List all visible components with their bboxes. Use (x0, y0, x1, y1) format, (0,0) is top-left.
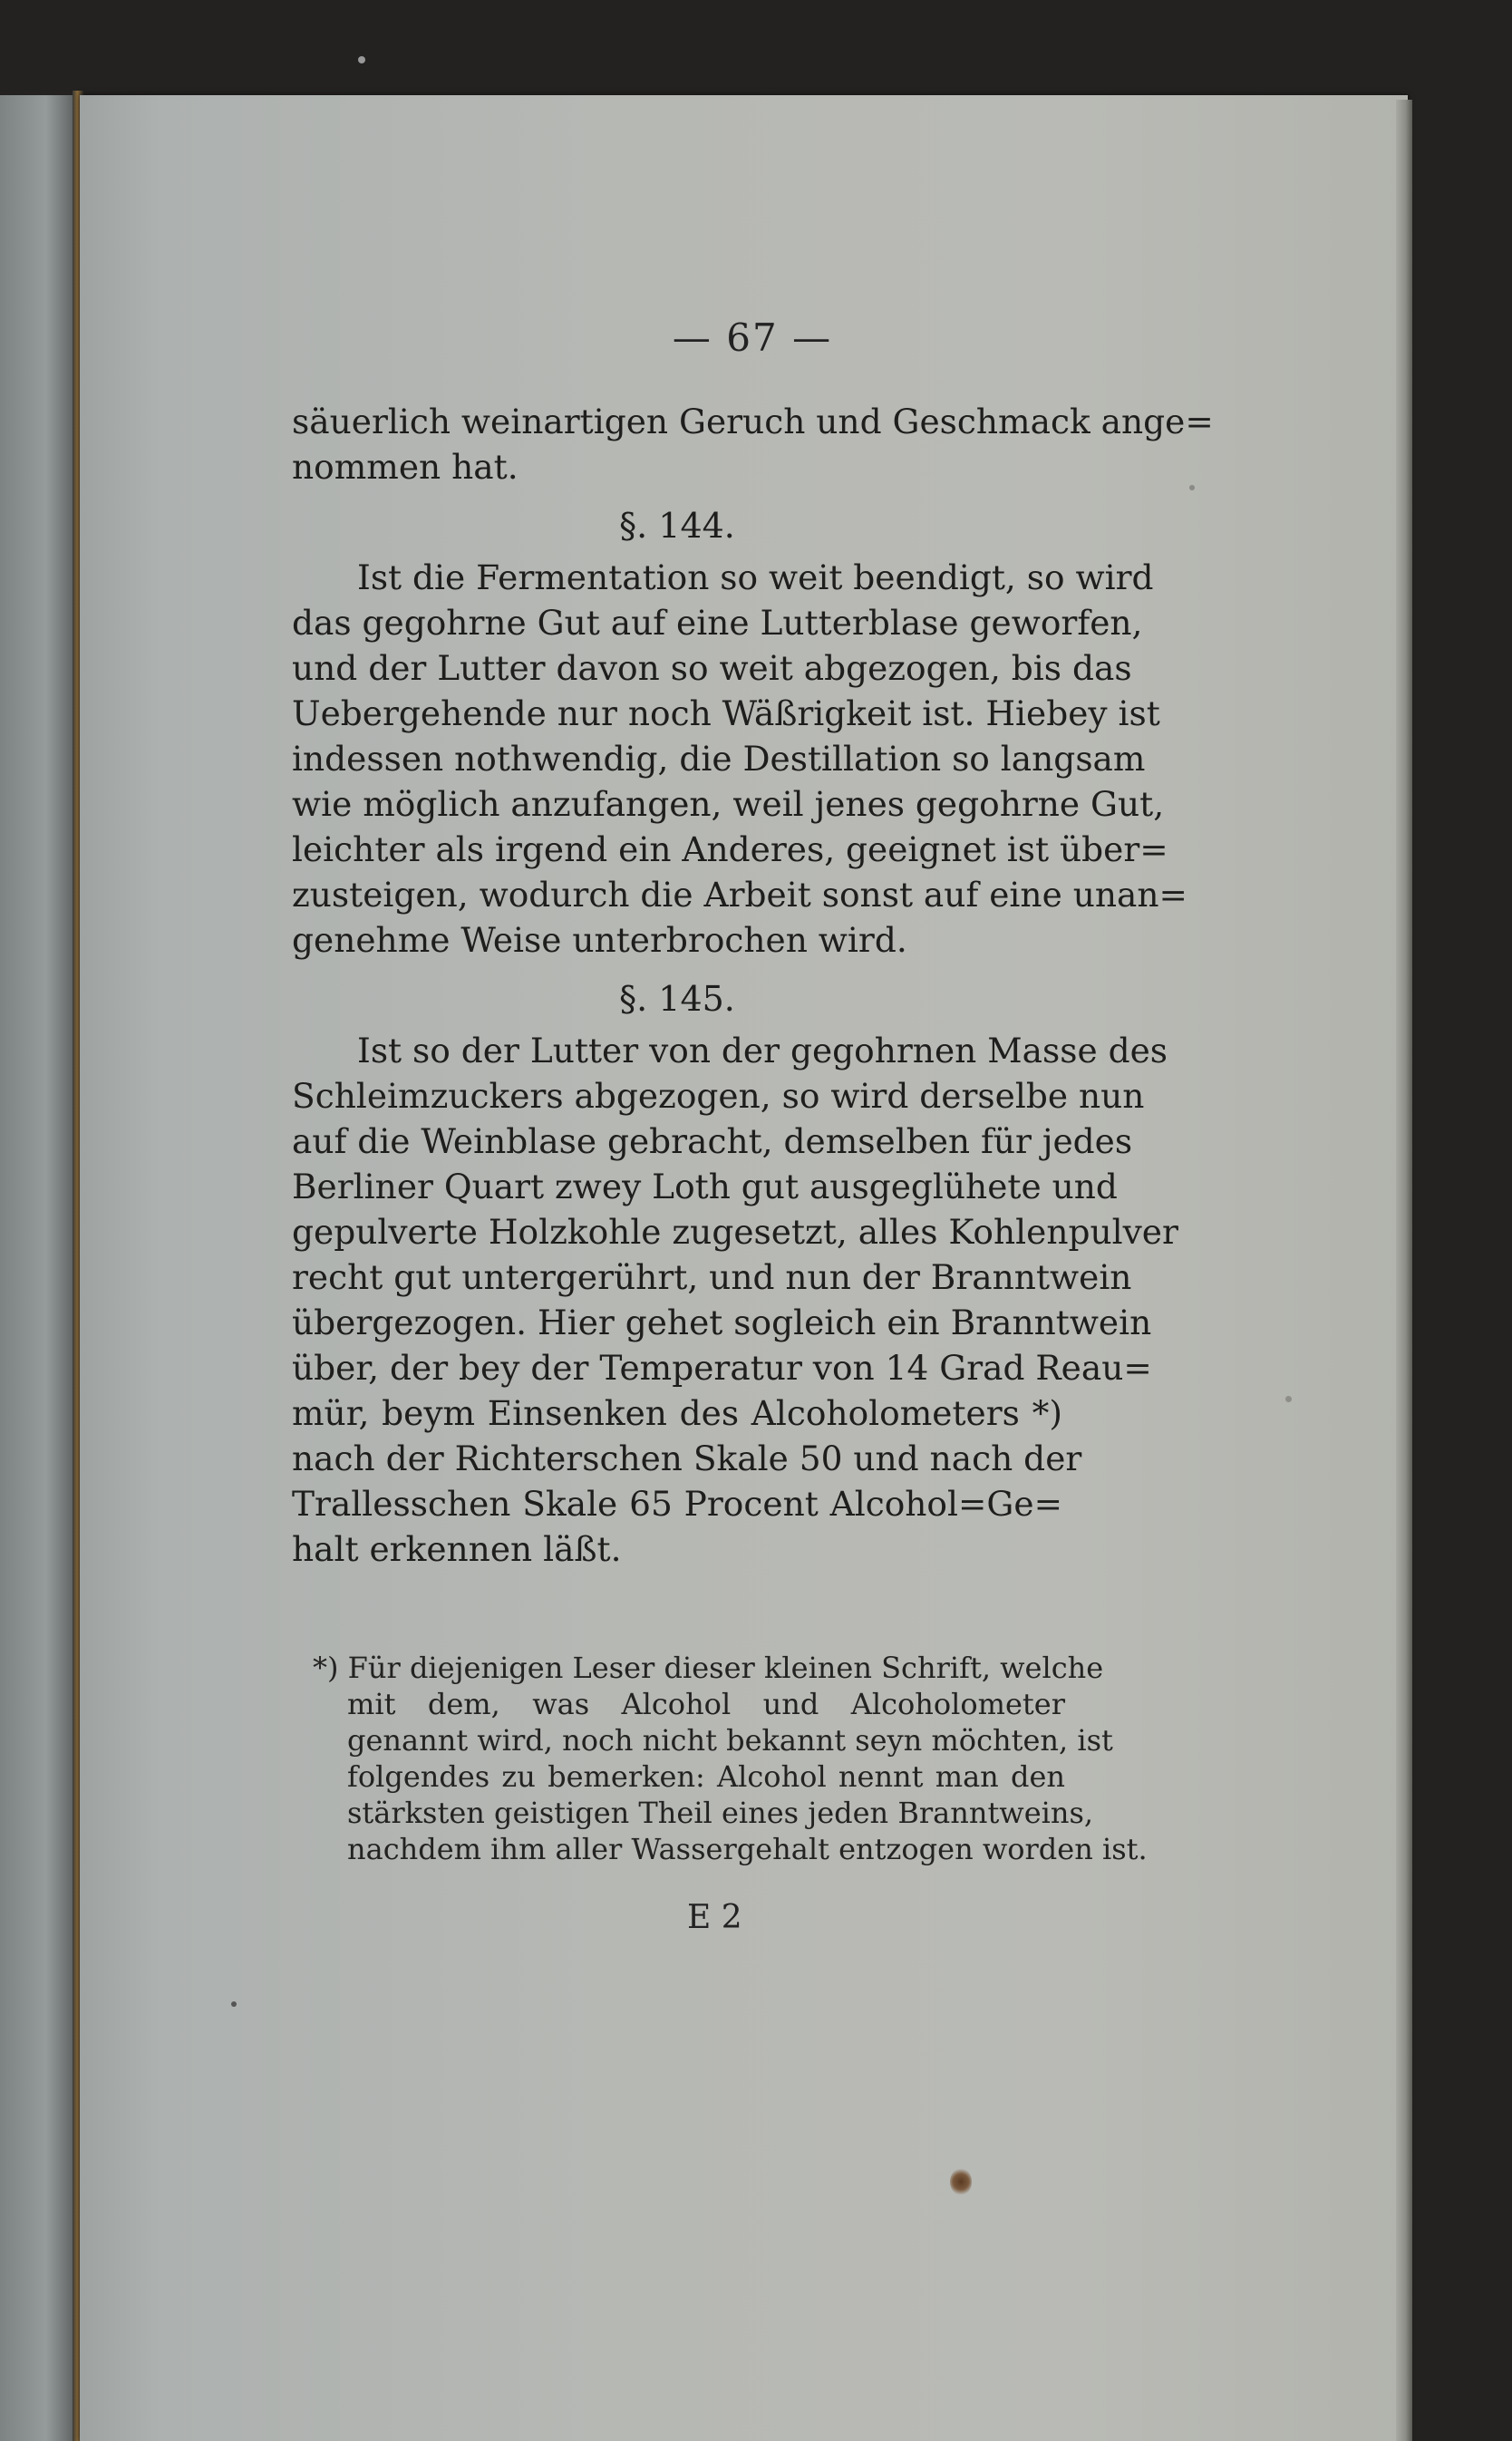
paper-speck (1189, 485, 1195, 490)
text-line: übergezogen. Hier gehet sogleich ein Branntwein (292, 1303, 1152, 1342)
text-line: mür, beym Einsenken des Alcoholometers *) (292, 1393, 1062, 1433)
text-line: über, der bey der Temperatur von 14 Grad Reau= (292, 1348, 1152, 1388)
text-line: und der Lutter davon so weit abgezogen, bis das (292, 648, 1132, 688)
footnote-line: mit dem, was Alcohol und Alcoholometer (347, 1687, 1065, 1721)
page-fore-edge (1396, 100, 1412, 2441)
footnote-line: nachdem ihm aller Wassergehalt entzogen worden ist. (347, 1832, 1148, 1866)
text-line: auf die Weinblase gebracht, demselben für jedes (292, 1121, 1133, 1161)
footnote-line: genannt wird, noch nicht bekannt seyn möchten, ist (347, 1723, 1113, 1758)
text-line: säuerlich weinartigen Geruch und Geschmack ange= (292, 402, 1214, 441)
text-line: Berliner Quart zwey Loth gut ausgeglühete und (292, 1167, 1118, 1206)
signature-mark: E 2 (687, 1899, 742, 1936)
text-line: das gegohrne Gut auf eine Lutterblase geworfen, (292, 603, 1143, 643)
paper-speck (231, 2001, 237, 2007)
text-line: Trallesschen Skale 65 Procent Alcohol=Ge= (292, 1484, 1062, 1524)
text-line: Uebergehende nur noch Wäßrigkeit ist. Hiebey ist (292, 693, 1160, 733)
paper-speck (358, 56, 365, 63)
text-line: gepulverte Holzkohle zugesetzt, alles Kohlenpulver (292, 1212, 1178, 1252)
section-heading-145: §. 145. (619, 979, 735, 1019)
page-number-header: — 67 — (672, 315, 833, 360)
text-line: indessen nothwendig, die Destillation so langsam (292, 739, 1146, 779)
text-line: Ist so der Lutter von der gegohrnen Masse des (357, 1031, 1168, 1070)
footnote-line: *) Für diejenigen Leser dieser kleinen Schrift, welche (313, 1651, 1104, 1685)
text-line: leichter als irgend ein Anderes, geeignet ist über= (292, 829, 1168, 869)
text-line: recht gut untergerührt, und nun der Branntwein (292, 1257, 1132, 1297)
section-heading-144: §. 144. (619, 506, 735, 546)
main-text (292, 399, 1214, 1572)
paper-speck (1285, 1396, 1292, 1402)
text-line: halt erkennen läßt. (292, 1529, 622, 1569)
text-line: genehme Weise unterbrochen wird. (292, 920, 907, 960)
text-line: nommen hat. (292, 447, 519, 487)
footnote-line: folgendes zu bemerken: Alcohol nennt man den (347, 1759, 1065, 1794)
text-line: wie möglich anzufangen, weil jenes gegohrne Gut, (292, 784, 1165, 824)
text-line: nach der Richterschen Skale 50 und nach der (292, 1438, 1082, 1478)
paper-stain (950, 2168, 972, 2195)
text-line: Schleimzuckers abgezogen, so wird derselbe nun (292, 1076, 1145, 1116)
footnote-line: stärksten geistigen Theil eines jeden Branntweins, (347, 1796, 1094, 1830)
text-line: Ist die Fermentation so weit beendigt, so wird (357, 557, 1154, 597)
footnote (313, 1650, 1148, 1867)
left-page-edge (0, 95, 83, 2441)
text-line: zusteigen, wodurch die Arbeit sonst auf eine unan= (292, 875, 1187, 915)
